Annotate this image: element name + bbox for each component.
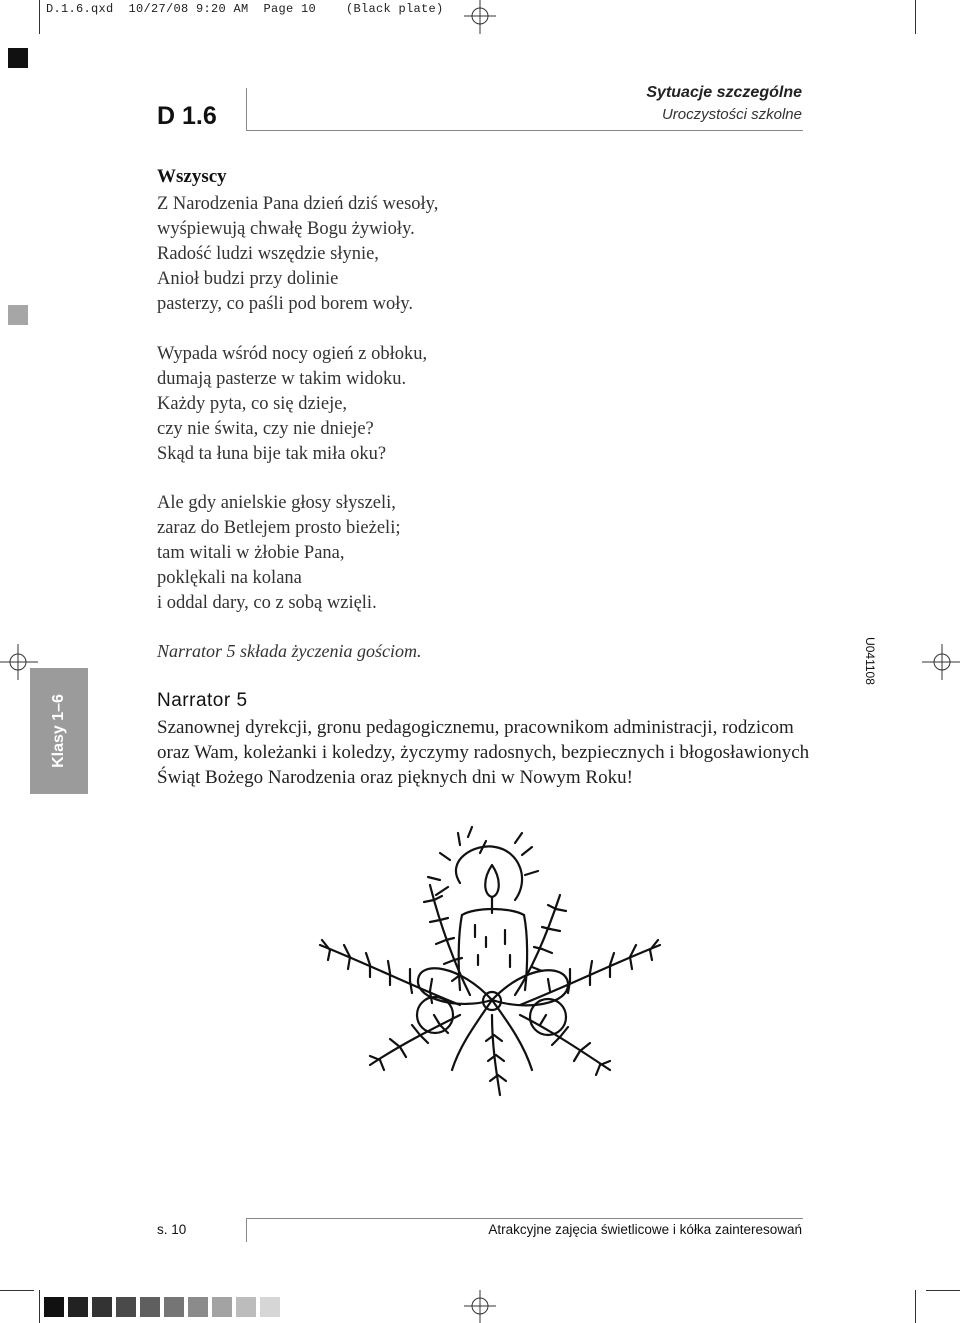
book-title: Atrakcyjne zajęcia świetlicowe i kółka zainteresowań bbox=[488, 1222, 802, 1237]
verse-line: tam witali w żłobie Pana, bbox=[157, 543, 345, 563]
verse-line: dumają pasterze w takim widoku. bbox=[157, 369, 407, 389]
calibration-swatch bbox=[44, 1297, 64, 1317]
registration-mark-right bbox=[920, 642, 960, 682]
page-number: s. 10 bbox=[157, 1222, 187, 1237]
speech-line: oraz Wam, koleżanki i koledzy, życzymy radosnych, bezpiecznych i błogosławionych bbox=[157, 742, 810, 763]
calibration-swatch bbox=[236, 1297, 256, 1317]
product-code: U041108 bbox=[863, 637, 877, 685]
stanza-1 bbox=[157, 192, 438, 317]
calibration-swatch bbox=[260, 1297, 280, 1317]
calibration-swatch bbox=[68, 1297, 88, 1317]
grade-side-tab-label: Klasy 1–6 bbox=[50, 694, 67, 768]
verse-line: pasterzy, co paśli pod borem woły. bbox=[157, 294, 414, 314]
crop-mark bbox=[39, 0, 40, 34]
speaker-all: Wszyscy bbox=[157, 166, 227, 187]
calibration-swatch bbox=[212, 1297, 232, 1317]
verse-line: zaraz do Betlejem prosto bieżeli; bbox=[157, 518, 401, 538]
narrator-speech bbox=[157, 715, 817, 790]
crop-mark bbox=[915, 1290, 916, 1323]
speech-line: Świąt Bożego Narodzenia oraz pięknych dni w Nowym Roku! bbox=[157, 767, 633, 788]
verse-line: Każdy pyta, co się dzieje, bbox=[157, 394, 348, 414]
candle-with-bow-icon bbox=[310, 825, 670, 1100]
calibration-swatch bbox=[92, 1297, 112, 1317]
print-slug-line: D.1.6.qxd 10/27/08 9:20 AM Page 10 (Black plate) bbox=[46, 2, 444, 16]
section-subtitle: Uroczystości szkolne bbox=[661, 106, 802, 123]
verse-line: Wypada wśród nocy ogień z obłoku, bbox=[157, 344, 428, 364]
crop-mark bbox=[926, 1290, 960, 1291]
verse-line: Z Narodzenia Pana dzień dziś wesoły, bbox=[157, 194, 439, 214]
crop-mark bbox=[915, 0, 916, 34]
calibration-swatch bbox=[116, 1297, 136, 1317]
verse-line: i oddal dary, co z sobą wzięli. bbox=[157, 593, 377, 613]
speaker-narrator-5: Narrator 5 bbox=[157, 690, 248, 711]
stage-direction: Narrator 5 składa życzenia gościom. bbox=[157, 641, 422, 661]
footer-rule-vertical bbox=[246, 1218, 247, 1242]
color-square-grey bbox=[8, 305, 28, 325]
registration-mark-top bbox=[460, 0, 500, 36]
verse-line: poklękali na kolana bbox=[157, 568, 302, 588]
calibration-swatch bbox=[140, 1297, 160, 1317]
footer-rule-horizontal bbox=[246, 1218, 803, 1219]
color-square-black bbox=[8, 48, 28, 68]
calibration-swatch bbox=[188, 1297, 208, 1317]
verse-line: Ale gdy anielskie głosy słyszeli, bbox=[157, 493, 396, 513]
grade-side-tab bbox=[30, 668, 88, 794]
verse-line: czy nie świta, czy nie dnieje? bbox=[157, 419, 374, 439]
verse-line: Skąd ta łuna bije tak miła oku? bbox=[157, 444, 387, 464]
stanza-3 bbox=[157, 491, 400, 616]
registration-mark-bottom bbox=[460, 1288, 500, 1323]
verse-line: Anioł budzi przy dolinie bbox=[157, 269, 339, 289]
verse-line: wyśpiewują chwałę Bogu żywioły. bbox=[157, 219, 415, 239]
document-code: D 1.6 bbox=[157, 102, 217, 130]
verse-line: Radość ludzi wszędzie słynie, bbox=[157, 244, 379, 264]
speech-line: Szanownej dyrekcji, gronu pedagogicznemu, pracownikom administracji, rodzicom bbox=[157, 717, 794, 738]
crop-mark bbox=[39, 1290, 40, 1323]
calibration-swatch bbox=[164, 1297, 184, 1317]
calibration-strip bbox=[44, 1297, 284, 1317]
section-title: Sytuacje szczególne bbox=[646, 84, 802, 101]
header-rule-vertical bbox=[246, 88, 247, 131]
crop-mark bbox=[0, 1290, 34, 1291]
header-rule-horizontal bbox=[246, 130, 803, 131]
stanza-2 bbox=[157, 342, 427, 467]
